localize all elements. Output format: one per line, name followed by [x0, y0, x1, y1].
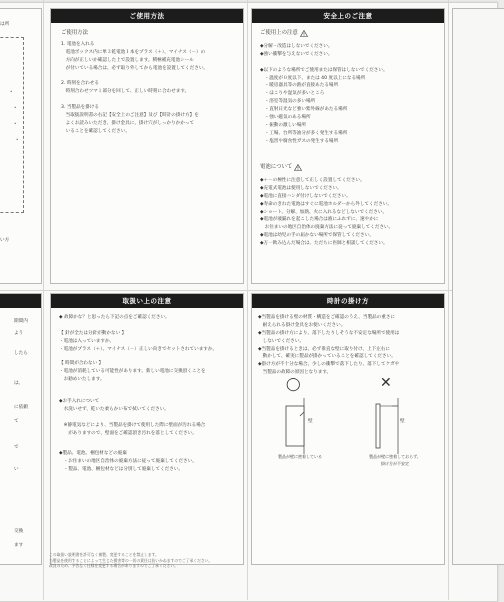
usage-intro: ご使用方法	[61, 30, 88, 36]
ng-caption: 製品が壁に密着しておらず、 掛け方が不安定	[369, 454, 421, 466]
left-fragment-6: で	[14, 445, 19, 450]
vertical-fold-right	[448, 0, 449, 600]
ok-wall-label: 壁	[308, 419, 313, 424]
safety-panel-title: 安全上のご注意	[252, 9, 444, 23]
left-fragment-7: い	[14, 467, 19, 472]
left-panel-top	[0, 8, 42, 284]
battery-heading: 電池について	[260, 164, 293, 170]
warning-icon	[300, 30, 308, 37]
safety-intro-row	[260, 29, 308, 38]
ok-hanging-illustration	[274, 398, 314, 454]
handling-care: ◆お手入れについて 水洗いせず、乾いた柔らかい布で拭いてください。 ※静電気などにより、当製品を掛けて使用した際に壁面が汚れる場合 がありますので、壁面をご確認頂き汚れを落としてください。	[59, 399, 206, 436]
left-fragment-4: に依頼	[14, 405, 28, 410]
pointer-mark: •	[16, 137, 19, 142]
battery-heading-row	[260, 163, 302, 172]
right-edge-panel	[452, 8, 504, 565]
pointer-mark: •	[10, 89, 13, 94]
left-fragment-3: は、	[14, 381, 24, 386]
left-fragment-2: したら	[14, 351, 28, 356]
handling-case-no-move: 【 針が全たは分針が動かない 】 ・電池は入っていますか。 ・電池がプラス（＋）、マイナス（－）正しい向きでセットされていますか。	[59, 331, 218, 352]
safety-panel	[251, 8, 445, 284]
safety-body: ◆分解・改造はしないでください。 ◆強い衝撃を与えないでください。 ◆以下のような場所でご使用または保管はしないでください。 ・温度が０度以下、または 40 度以上になる場所 ・暖房器具等の熱が直接あたる場所 ・ほこりや湿気が多いところ ・浴室等湿気の多い場所 ・直射日光など強い紫外線があたる場所 ・強い磁気のある場所 ・振動の激しい場所 ・工場、台所等油分が多く発生する場所 ・塩害や腐食性ガスの発生する場所	[260, 44, 388, 144]
handling-case-time-off: 【 時間が合わない 】 ・電池が消耗している可能性があります。新しい電池に交換頂くことを お勧めいたします。	[59, 361, 206, 382]
pointer-mark: •	[14, 121, 17, 126]
left-fragment-5: て	[14, 419, 19, 424]
left-panel-header	[0, 294, 41, 308]
handling-intro: ◆ 故障かな？と思ったら下記の点をご確認ください。	[59, 315, 170, 320]
handling-panel-title: 取扱い上の注意	[51, 294, 243, 308]
pointer-mark: •	[14, 105, 17, 110]
warning-icon	[294, 164, 302, 171]
hanging-panel	[251, 293, 445, 565]
ok-mark: ◯	[286, 377, 301, 392]
left-fragment-0: 期間内	[14, 319, 28, 324]
clock-outline-dashed	[0, 37, 24, 213]
left-fragment-1: よう	[14, 331, 24, 336]
ng-mark: ✕	[380, 375, 392, 391]
horizontal-fold	[0, 290, 500, 291]
hanging-body: ◆当製品を掛ける壁の材質・構造をご確認のうえ、当製品の重さに 耐えられる掛け金具をお使いください。 ◆当製品の掛け方により、落下したりしそうな不安定な場所で使用は しないでください。 ◆当製品を掛けるときは、必ず垂直な壁に取り付け、上下左右に 動かして、確実に製品が掛かっていることを確認してください。 ◆掛け方が不十分な場合、少しの衝撃で落下したり、落下してケガや 当製品の故障の原因となります。	[258, 315, 400, 376]
battery-body: ◆＋－の極性に注意して正しく設置してください。 ◆充電式電池は使用しないでください。 ◆電池に直接ハンダ付けしないでください。 ◆寿命のきれた電池はすぐに電池ホルダーから外してください。 ◆ショート、分解、加熱、火に入れるなどしないでください。 ◆電池が液漏れを起こした場合は液にふれずに、速やかに お住まいの地区自治体の廃棄方法に従って廃棄してください。 ◆電池は幼児の手の届かない場所で保管してください。 ◆万一飲み込んだ場合は、ただちに医師と相談してください。	[260, 178, 394, 247]
ok-caption: 製品が壁に密着している	[278, 454, 322, 459]
usage-steps: 1. 電池を入れる 電池ボックス内に単３乾電池１本をプラス（＋）、マイナス（－）の 方向が正しいか確認した上で設置します。積極補充電池シール が付いている場合は、必ず取り外してから電池を設置してください。 2. 時刻を合わせる 時刻合わせツマミ部分を回して、正しい時刻に合わせます。 3. 当製品を掛ける 当取扱説明書の右記【安全上のご注意】及び【時計の掛け方】を よくお読みいただき、掛け金具に、掛け穴がしっかりかかって いることを確認してください。	[61, 42, 209, 134]
left-text-top: い方	[0, 238, 10, 243]
footer-note: この取扱い説明書を許可なく複製、変更することを禁止します。 当製品を使用することによって生じた損害等の一切の責任は負いかねますのでご了承ください。 改良のため、予告なく仕様を変更する場合がありますのでご了承ください。	[49, 552, 213, 569]
hanging-panel-title: 時計の掛け方	[252, 294, 444, 308]
handling-panel	[49, 293, 244, 569]
vertical-fold-mid	[247, 0, 248, 600]
vertical-fold-left	[43, 0, 44, 600]
left-fragment-8: 交換	[14, 529, 24, 534]
left-panel-bottom	[0, 293, 42, 565]
usage-panel-title: ご使用方法	[51, 9, 243, 23]
ng-wall-label: 壁	[400, 419, 405, 424]
left-fragment-9: ます	[14, 543, 24, 548]
safety-intro: ご使用上の注意	[260, 30, 298, 36]
handling-disposal: ◆製品、電池、梱包材などの廃棄 ・お住まいの地区自治体の廃棄方法に従って廃棄してください。 ・製品、電池、梱包材などは分別して廃棄してください。	[59, 451, 197, 472]
ng-hanging-illustration	[368, 398, 408, 454]
usage-panel	[50, 8, 244, 284]
left-text-mid: は所	[0, 22, 10, 27]
